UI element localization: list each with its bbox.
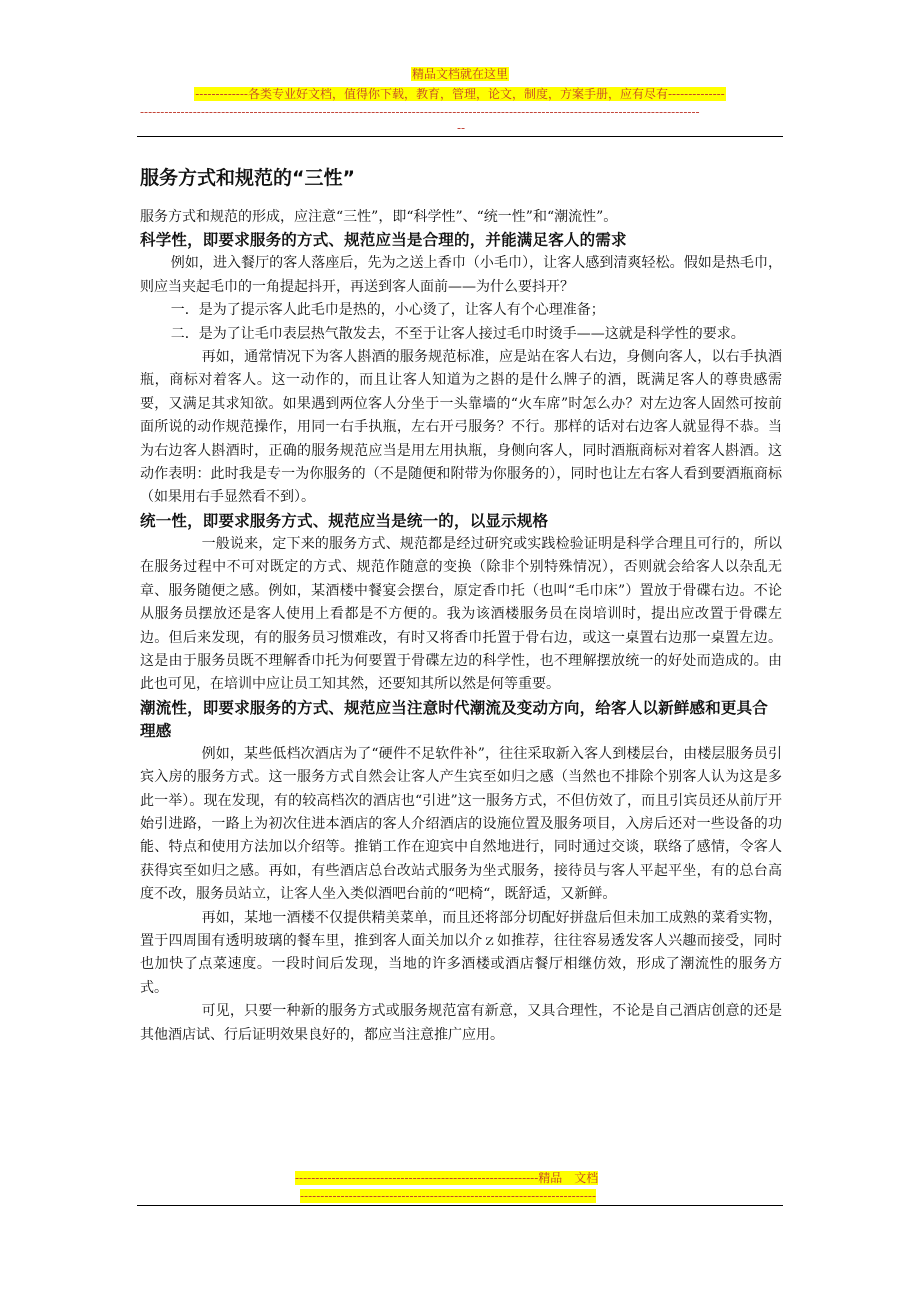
section-heading-scientific: 科学性，即要求服务的方式、规范应当是合理的，并能满足客人的需求: [140, 231, 627, 250]
header-title: 精品文档就在这里: [411, 67, 508, 81]
document-body: [140, 164, 782, 1047]
paragraph: 例如，进入餐厅的客人落座后，先为之送上香巾（小毛巾），让客人感到清爽轻松。假如是热毛巾，则应当夹起毛巾的一角提起抖开，再送到客人面前——为什么要抖开？: [140, 255, 782, 295]
header-subtitle: -------------各类专业好文档，值得你下载，教育，管理，论文，制度，方案手册，应有尽有--------------: [195, 87, 725, 101]
intro-paragraph: 服务方式和规范的形成，应注意“三性”，即“科学性”、“统一性”和“潮流性”。: [140, 209, 618, 225]
paragraph: 一．是为了提示客人此毛巾是热的，小心烫了，让客人有个心理准备；: [170, 302, 605, 319]
paragraph: 再如，通常情况下为客人斟酒的服务规范标准，应是站在客人右边，身侧向客人，以右手执酒瓶，商标对着客人。这一动作的，而且让客人知道为之斟的是什么牌子的酒，既满足客人的尊贵感需要，又满足其求知欲。如果遇到两位客人分坐于一头靠墙的“火车席”时怎么办？对左边客人固然可按前面所说的动作规范操作，用同一右手执瓶，左右开弓服务？不行。那样的话对右边客人就显得不恭。当为右边客人斟酒时，正确的服务规范应当是用左用执瓶，身侧向客人，同时酒瓶商标对着客人斟酒。这动作表明：此时我是专一为你服务的（不是随便和附带为你服务的），同时也让左右客人看到要酒瓶商标（如果用右手显然看不到）。: [140, 349, 782, 506]
header-dash-short: --: [456, 121, 466, 135]
paragraph: 一般说来，定下来的服务方式、规范都是经过研究或实践检验证明是科学合理且可行的，所以在服务过程中不可对既定的方式、规范作随意的变换（除非个别特殊情况），否则就会给客人以杂乱无章、服务随便之感。例如，某酒楼中餐宴会摆台，原定香巾托（也叫“毛巾床”）置放于骨碟右边。不论从服务员摆放还是客人使用上看都是不方便的。我为该酒楼服务员在岗培训时，提出应改置于骨碟左边。但后来发现，有的服务员习惯难改，有时又将香巾托置于骨右边，或这一桌置右边那一桌置左边。这是由于服务员既不理解香巾托为何要置于骨碟左边的科学性，也不理解摆放统一的好处而造成的。由此也可见，在培训中应让员工知其然，还要知其所以然是何等重要。: [140, 535, 782, 693]
header-divider: [137, 136, 783, 137]
paragraph: 可见，只要一种新的服务方式或服务规范富有新意，又具合理性，不论是自己酒店创意的还是其他酒店试、行后证明效果良好的，都应当注意推广应用。: [140, 1003, 782, 1043]
paragraph: 再如，某地一酒楼不仅提供精美菜单，而且还将部分切配好拼盘后但未加工成熟的菜肴实物，置于四周围有透明玻璃的餐车里，推到客人面关加以介ｚ如推荐，往往容易透发客人兴趣而接受，同时也加快了点菜速度。一段时间后发现，当地的许多酒楼或酒店餐厅相继仿效，形成了潮流性的服务方式。: [140, 909, 782, 996]
paragraph: 二．是为了让毛巾表层热气散发去，不至于让客人接过毛巾时烫手——这就是科学性的要求。: [170, 325, 745, 342]
header-dash-line: ------------------------------------------------------------------------------------------------------------------------------------------: [140, 105, 700, 119]
section-heading-trend: 潮流性，即要求服务的方式、规范应当注意时代潮流及变动方向，给客人以新鲜感和更具合理感: [140, 698, 769, 740]
section-heading-unified: 统一性，即要求服务方式、规范应当是统一的，以显示规格: [140, 511, 549, 530]
footer-divider: [137, 1205, 783, 1206]
document-title: 服务方式和规范的“三性”: [140, 167, 355, 189]
footer-line-1: ------------------------------------------------------------精品 文档: [295, 1171, 599, 1185]
paragraph: 例如，某些低档次酒店为了“硬件不足软件补”，往往采取新入客人到楼层台，由楼层服务员引宾入房的服务方式。这一服务方式自然会让客人产生宾至如归之感（当然也不排除个别客人认为这是多此一举）。现在发现，有的较高档次的酒店也“引进”这一服务方式，不但仿效了，而且引宾员还从前厅开始引进路，一路上为初次住进本酒店的客人介绍酒店的设施位置及服务项目，入房后还对一些设备的功能、特点和使用方法加以介绍等。推销工作在迎宾中自然地进行，同时通过交谈，联络了感情，令客人获得宾至如归之感。再如，有些酒店总台改站式服务为坐式服务，接待员与客人平起平坐，有的总台高度不改，服务员站立，让客人坐入类似酒吧台前的“吧椅“，既舒适，又新鲜。: [140, 745, 782, 903]
footer-line-2: -------------------------------------------------------------------------: [300, 1189, 596, 1203]
